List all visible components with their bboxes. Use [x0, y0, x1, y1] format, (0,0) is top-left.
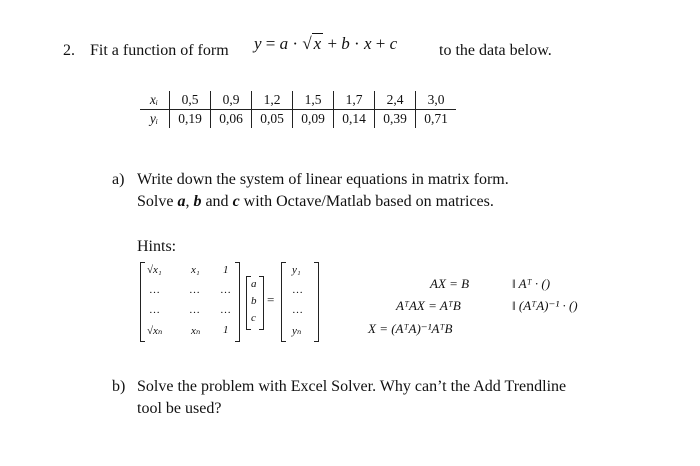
var-b: b [193, 193, 202, 210]
part-a-label: a) [112, 171, 125, 188]
vector-b: b [251, 295, 257, 307]
problem-number: 2. [63, 42, 75, 59]
matrix-a-r1c1: √x₁ [147, 264, 162, 276]
vector-y-dots: … [292, 284, 304, 296]
x-cell: 2,4 [375, 91, 416, 110]
model-formula [254, 34, 397, 54]
part-b-line2: tool be used? [137, 400, 222, 417]
formula-b: b [341, 34, 350, 53]
formula-dot: · [354, 34, 360, 53]
part-a-comma: , [185, 193, 190, 210]
matrix-a [140, 262, 240, 342]
var-a: a [177, 193, 186, 210]
x-cell: 0,5 [170, 91, 211, 110]
x-cell: 1,5 [293, 91, 334, 110]
matrix-equals: = [267, 292, 275, 307]
formula-equals: = [265, 34, 276, 53]
matrix-a-dots: … [189, 284, 201, 296]
x-cell: 3,0 [416, 91, 457, 110]
part-b-line1: Solve the problem with Excel Solver. Why can’t the Add Trendline [137, 378, 567, 395]
y-cell: 0,14 [334, 110, 375, 129]
part-a-rest: with Octave/Matlab based on matrices. [243, 193, 494, 210]
matrix-a-r4c1: √xₙ [147, 325, 163, 337]
part-a-solve: Solve [137, 193, 174, 210]
operation-1: ‖ Aᵀ · () [512, 276, 551, 291]
vector-y [281, 262, 319, 342]
var-c: c [232, 193, 240, 210]
formula-x: x [363, 34, 372, 53]
y-row [140, 110, 456, 129]
vector-y-dots: … [292, 304, 304, 316]
matrix-a-dots: … [149, 304, 161, 316]
vector-c: c [251, 312, 256, 324]
y-cell: 0,05 [252, 110, 293, 129]
formula-plus: + [375, 34, 386, 53]
y-label: yᵢ [149, 111, 159, 126]
data-table [140, 91, 456, 128]
vector-a: a [251, 278, 257, 290]
matrix-a-r1c2: x₁ [191, 264, 200, 276]
matrix-a-r1c3: 1 [223, 264, 229, 276]
equation-2: AᵀAX = AᵀB [396, 298, 461, 313]
operation-2: ‖ (AᵀA)⁻¹ · () [512, 298, 578, 313]
x-cell: 1,2 [252, 91, 293, 110]
matrix-a-dots: … [149, 284, 161, 296]
y-cell: 0,06 [211, 110, 252, 129]
formula-dot: · [292, 34, 299, 53]
matrix-a-dots: … [220, 304, 232, 316]
equation-1: AX = B [430, 276, 470, 291]
matrix-a-dots: … [220, 284, 232, 296]
matrix-a-r4c3: 1 [223, 324, 229, 336]
problem-outro: to the data below. [439, 42, 552, 59]
part-b-label: b) [112, 378, 126, 395]
vector-unknowns [246, 276, 264, 330]
sqrt-symbol: √ [302, 34, 312, 53]
hints-title: Hints: [137, 238, 177, 255]
y-cell: 0,71 [416, 110, 457, 129]
x-cell: 0,9 [211, 91, 252, 110]
part-a-line1: Write down the system of linear equations in matrix form. [137, 171, 509, 188]
formula-plus: + [327, 34, 338, 53]
formula-a: a [279, 34, 289, 53]
x-cell: 1,7 [334, 91, 375, 110]
matrix-a-r4c2: xₙ [191, 325, 201, 337]
formula-c: c [389, 34, 398, 53]
formula-sqrt-arg: x [313, 34, 322, 53]
vector-yn: yₙ [292, 325, 302, 337]
part-a-line2 [137, 193, 494, 211]
y-cell: 0,09 [293, 110, 334, 129]
x-row [140, 91, 456, 110]
part-a-and: and [205, 193, 229, 210]
y-cell: 0,19 [170, 110, 211, 129]
formula-y: y [254, 34, 262, 53]
vector-y1: y₁ [292, 264, 301, 276]
matrix-a-dots: … [189, 304, 201, 316]
equation-3: X = (AᵀA)⁻¹AᵀB [368, 321, 453, 336]
x-label: xᵢ [140, 91, 170, 110]
problem-intro: Fit a function of form [90, 42, 229, 59]
y-cell: 0,39 [375, 110, 416, 129]
